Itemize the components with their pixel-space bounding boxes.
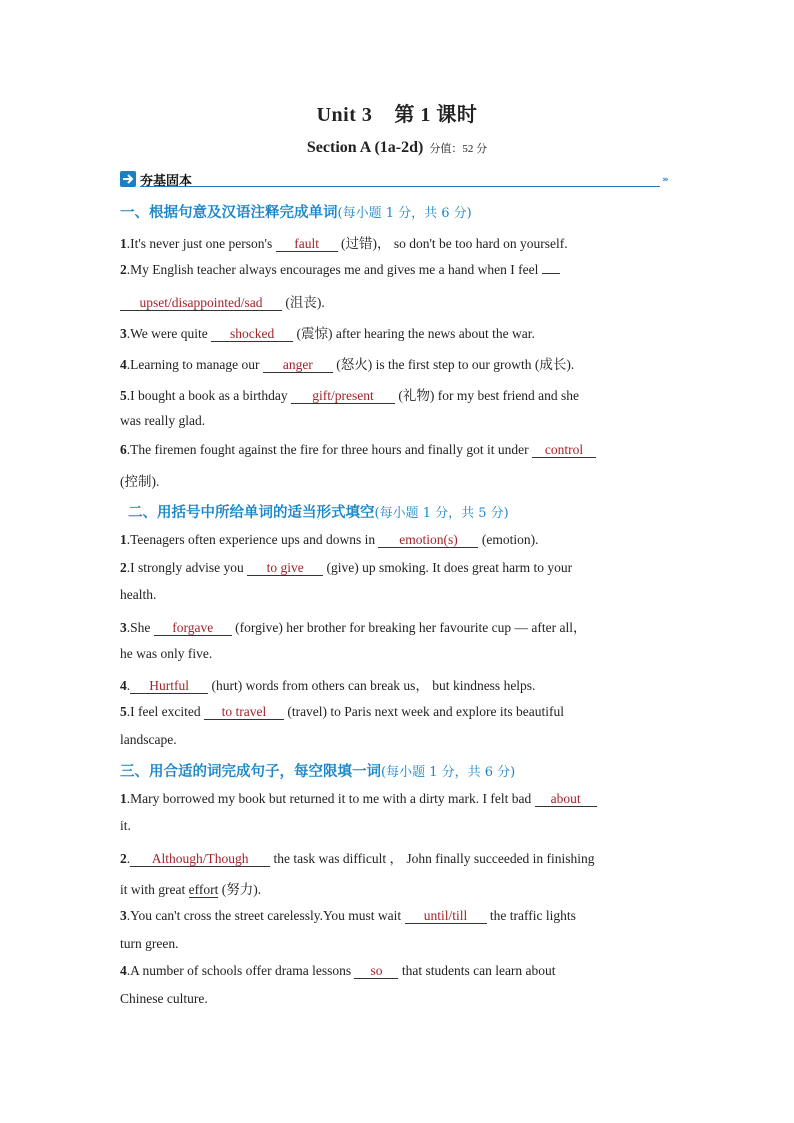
answer-blank[interactable]: to give	[247, 560, 323, 576]
answer-blank[interactable]: about	[535, 791, 597, 807]
section-name: Section A (1a-2d)	[306, 139, 424, 156]
question-row: 2.I strongly advise you to give (give) up smoking. It does great harm to your	[120, 560, 573, 575]
lesson-title: 第 1 课时	[394, 104, 478, 126]
answer-blank[interactable]: fault	[276, 236, 338, 252]
answer-blank[interactable]: emotion(s)	[378, 532, 478, 548]
score-label: 分值：52 分	[429, 143, 488, 155]
question-row: 1.Teenagers often experience ups and downs in emotion(s) (emotion).	[120, 532, 539, 547]
question-row-continued: (控制).	[120, 474, 160, 489]
question-row-continued: landscape.	[120, 732, 177, 747]
question-row-continued: was really glad.	[120, 413, 206, 428]
answer-blank[interactable]: forgave	[154, 620, 232, 636]
answer-blank[interactable]: upset/disappointed/sad	[120, 295, 282, 311]
answer-blank[interactable]: gift/present	[291, 388, 395, 404]
answer-blank[interactable]: to travel	[204, 704, 284, 720]
question-row: 1.It's never just one person's fault (过错)， so don't be too hard on yourself.	[120, 236, 568, 251]
part3-heading: 三、用合适的词完成句子，每空限填一词(每小题 1 分，共 6 分)	[120, 764, 516, 780]
question-row-continued: upset/disappointed/sad (沮丧).	[120, 291, 325, 311]
banner-label: 夯基固本	[140, 174, 193, 189]
question-row: 5.I feel excited to travel (travel) to Paris next week and explore its beautiful	[120, 704, 564, 719]
answer-blank[interactable]: anger	[263, 357, 333, 373]
question-row-continued: he was only five.	[120, 646, 213, 661]
part2-heading: 二、用括号中所给单词的适当形式填空(每小题 1 分，共 5 分)	[128, 505, 509, 521]
section-subtitle	[0, 139, 794, 157]
question-row-continued: turn green.	[120, 936, 179, 951]
question-row: 2.My English teacher always encourages me and gives me a hand when I feel	[120, 262, 560, 278]
arrow-icon	[120, 171, 136, 187]
answer-blank[interactable]: Hurtful	[130, 678, 208, 694]
question-row-continued: it.	[120, 818, 131, 833]
question-row-continued: health.	[120, 587, 157, 602]
question-row: 3.She forgave (forgive) her brother for breaking her favourite cup — after all，	[120, 620, 587, 635]
question-row: 4.Learning to manage our anger (怒火) is the first step to our growth (成长).	[120, 357, 575, 372]
question-row: 5.I bought a book as a birthday gift/present (礼物) for my best friend and she	[120, 388, 580, 403]
answer-blank[interactable]: so	[354, 963, 398, 979]
question-row: 3.You can't cross the street carelessly.You must wait until/till the traffic lights	[120, 908, 576, 923]
answer-blank[interactable]: shocked	[211, 326, 293, 342]
question-row: 6.The firemen fought against the fire for three hours and finally got it under control	[120, 442, 596, 458]
unit-title: Unit 3	[316, 104, 373, 126]
question-row: 1.Mary borrowed my book but returned it to me with a dirty mark. I felt bad about	[120, 791, 597, 807]
question-row: 3.We were quite shocked (震惊) after hearing the news about the war.	[120, 326, 535, 341]
question-row: 4.A number of schools offer drama lessons so that students can learn about	[120, 963, 556, 978]
section-banner	[120, 170, 680, 190]
answer-blank[interactable]: Although/Though	[130, 851, 270, 867]
question-row: 4. Hurtful (hurt) words from others can break us， but kindness helps.	[120, 678, 536, 693]
question-row: 2. Although/Though the task was difficult ， John finally succeeded in finishing	[120, 851, 595, 866]
question-row-continued: it with great effort (努力).	[120, 882, 262, 897]
question-row-continued: Chinese culture.	[120, 991, 208, 1006]
banner-rule	[140, 186, 660, 187]
answer-blank[interactable]: until/till	[405, 908, 487, 924]
page-title	[0, 98, 794, 127]
double-chevron-icon: ›››	[662, 175, 667, 185]
part1-heading: 一、根据句意及汉语注释完成单词(每小题 1 分，共 6 分)	[120, 205, 472, 221]
answer-blank[interactable]: control	[532, 442, 596, 458]
